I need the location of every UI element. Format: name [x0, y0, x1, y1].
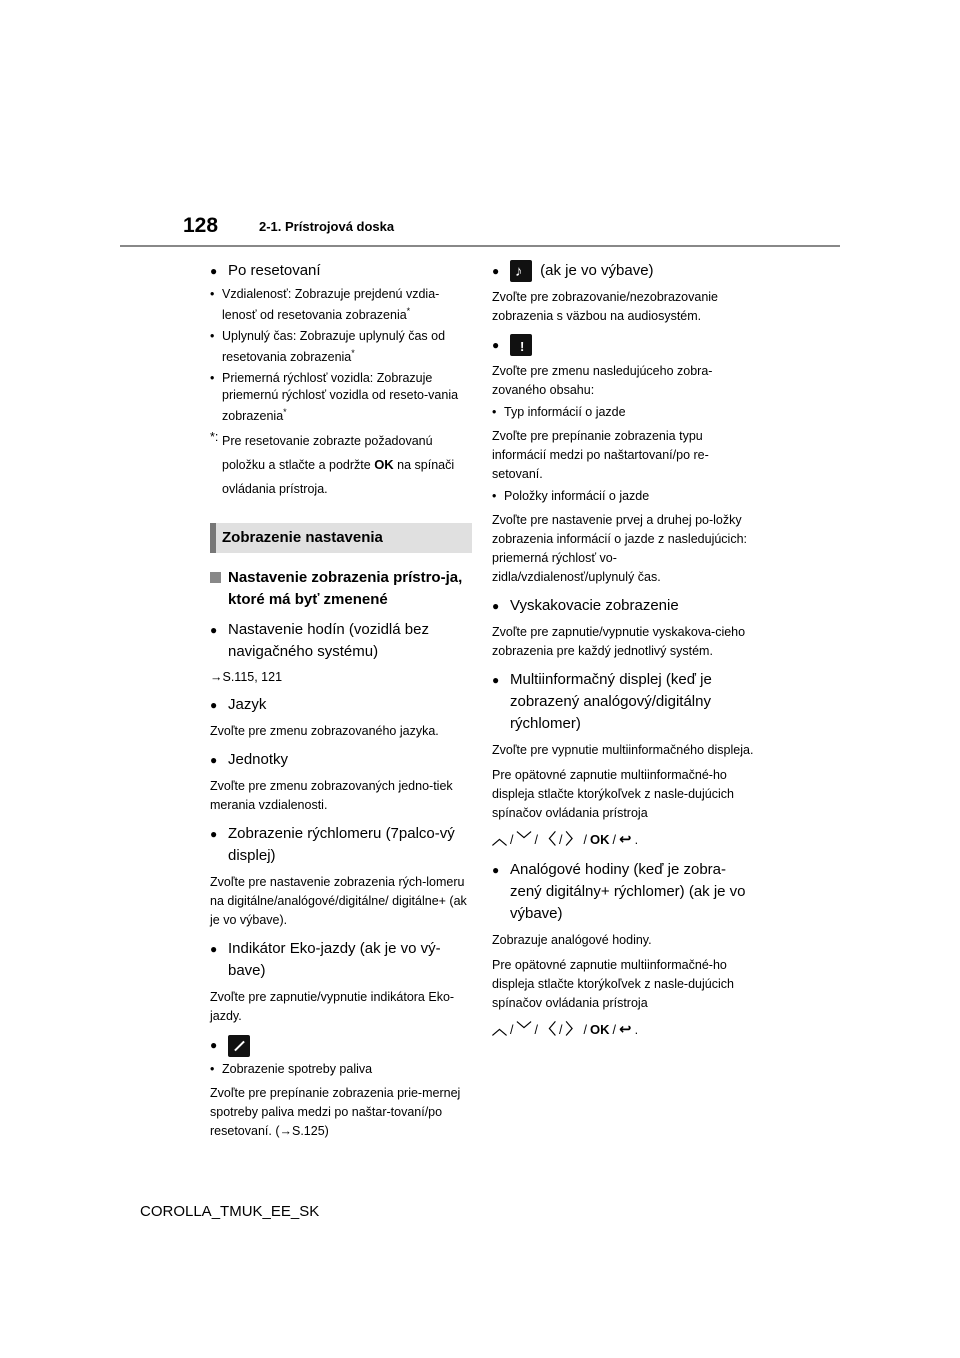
right-icon: 〉 — [565, 1021, 581, 1039]
eco-title: ● Indikátor Eko-jazdy (ak je vo vý-bave) — [210, 938, 472, 982]
clock-setting-title: ● Nastavenie hodín (vozidlá bez navigačného systému) — [210, 619, 472, 663]
back-icon: ↩ — [618, 831, 632, 849]
audio-text: Zvoľte pre zobrazovanie/nezobrazovanie zobrazenia s väzbou na audiosystém. — [492, 290, 719, 324]
drive-item-1: • Typ informácií o jazde — [492, 404, 754, 421]
sub-heading: Nastavenie zobrazenia prístro-ja, ktoré má byť zmenené — [210, 567, 472, 611]
section-title: 2-1. Prístrojová doska — [259, 219, 395, 234]
ok-icon: OK — [590, 1022, 610, 1038]
analog-clock-text-1: Zobrazuje analógové hodiny. — [492, 933, 652, 948]
ok-icon: OK — [590, 832, 610, 848]
ok-button-glyph: OK — [374, 457, 394, 473]
drive-text: Zvoľte pre zmenu nasledujúceho zobra-zovaného obsahu: — [492, 364, 713, 398]
analog-clock-title: ● Analógové hodiny (keď je zobra-zený digitálny+ rýchlomer) (ak je vo výbave) — [492, 859, 754, 925]
up-icon: ︿ — [492, 831, 508, 849]
footer-code: COROLLA_TMUK_EE_SK — [140, 1203, 320, 1220]
right-icon: 〉 — [565, 831, 581, 849]
speedo-text: Zvoľte pre nastavenie zobrazenia rých-lomeru na digitálne/analógové/digitálne/ digitálne+ (ak je vo výbave). — [210, 875, 467, 928]
drive-item-1-text: Zvoľte pre prepínanie zobrazenia typu informácií medzi po naštartovaní/po re-setovaní. — [492, 429, 709, 482]
speedo-title: ● Zobrazenie rýchlomeru (7palco-vý displej) — [210, 823, 472, 867]
audio-title: ♪ ● (ak je vo výbave) — [492, 260, 754, 282]
mid-title: ● Multiinformačný displej (keď je zobrazený analógový/digitálny rýchlomer) — [492, 669, 754, 735]
drive-item-2-text: Zvoľte pre nastavenie prvej a druhej po-ložky zobrazenia informácií o jazde z nasledujúcich: priemerná rýchlosť vo-zidla/vzdialenosť/uplynulý čas. — [492, 513, 747, 585]
mid-text-2: Pre opätovné zapnutie multiinformačné-ho displeja stlačte ktorýkoľvek z nasle-dujúcich spínačov ovládania prístroja — [492, 768, 734, 821]
leaf-icon — [228, 1035, 250, 1057]
units-text: Zvoľte pre zmenu zobrazovaných jedno-tiek merania vzdialenosti. — [210, 779, 453, 813]
switch-buttons-row-2: ︿ / ﹀ / 〈 / 〉 / OK / ↩ . — [492, 1019, 754, 1041]
popup-text: Zvoľte pre zapnutie/vypnutie vyskakova-cieho zobrazenia pre každý jednotlivý systém. — [492, 625, 746, 659]
fuel-text: Zvoľte pre prepínanie zobrazenia prie-mernej spotreby paliva medzi po naštar-tovaní/po resetovaní. (→S.125) — [210, 1085, 461, 1138]
reset-title: ● Po resetovaní — [210, 260, 472, 282]
footnote: *: Pre resetovanie zobrazte požadovanú položku a stlačte a podržte OK na spínači ovládania prístroja. — [210, 430, 455, 497]
drive-info-icon — [510, 334, 532, 356]
back-icon: ↩ — [618, 1021, 632, 1039]
drive-item-2: • Položky informácií o jazde — [492, 488, 754, 505]
clock-setting-ref: →S.115, 121 — [210, 670, 283, 685]
up-icon: ︿ — [492, 1021, 508, 1039]
music-note-icon — [510, 260, 532, 282]
units-title: ● Jednotky — [210, 749, 472, 771]
down-icon: ﹀ — [516, 1021, 532, 1039]
mid-text-1: Zvoľte pre vypnutie multiinformačného displeja. — [492, 743, 754, 758]
language-title: ● Jazyk — [210, 694, 472, 716]
popup-title: ● Vyskakovacie zobrazenie — [492, 595, 754, 617]
reset-item-time: • Uplynulý čas: Zobrazuje uplynulý čas od resetovania zobrazenia* — [210, 328, 472, 366]
left-column — [210, 252, 472, 1141]
language-text: Zvoľte pre zmenu zobrazovaného jazyka. — [210, 724, 439, 739]
header-rule — [120, 245, 840, 247]
fuel-item: • Zobrazenie spotreby paliva — [210, 1061, 472, 1078]
left-icon: 〈 — [541, 831, 557, 849]
down-icon: ﹀ — [516, 831, 532, 849]
reset-item-distance: • Vzdialenosť: Zobrazuje prejdenú vzdia-lenosť od resetovania zobrazenia* — [210, 286, 472, 324]
fuel-icon-bullet — [210, 1034, 472, 1056]
switch-buttons-row: ︿ / ﹀ / 〈 / 〉 / OK / ↩ . — [492, 829, 754, 851]
reset-item-speed: • Priemerná rýchlosť vozidla: Zobrazuje priemernú rýchlosť vozidla od reseto-vania zobrazenia* — [210, 370, 472, 425]
left-icon: 〈 — [541, 1021, 557, 1039]
drive-info-icon-bullet — [492, 334, 754, 356]
settings-heading: Zobrazenie nastavenia — [210, 523, 472, 553]
page-number: 128 — [183, 214, 219, 237]
eco-text: Zvoľte pre zapnutie/vypnutie indikátora Eko-jazdy. — [210, 990, 455, 1024]
right-column — [492, 252, 754, 1041]
analog-clock-text-2: Pre opätovné zapnutie multiinformačné-ho displeja stlačte ktorýkoľvek z nasle-dujúcich spínačov ovládania prístroja — [492, 958, 734, 1011]
